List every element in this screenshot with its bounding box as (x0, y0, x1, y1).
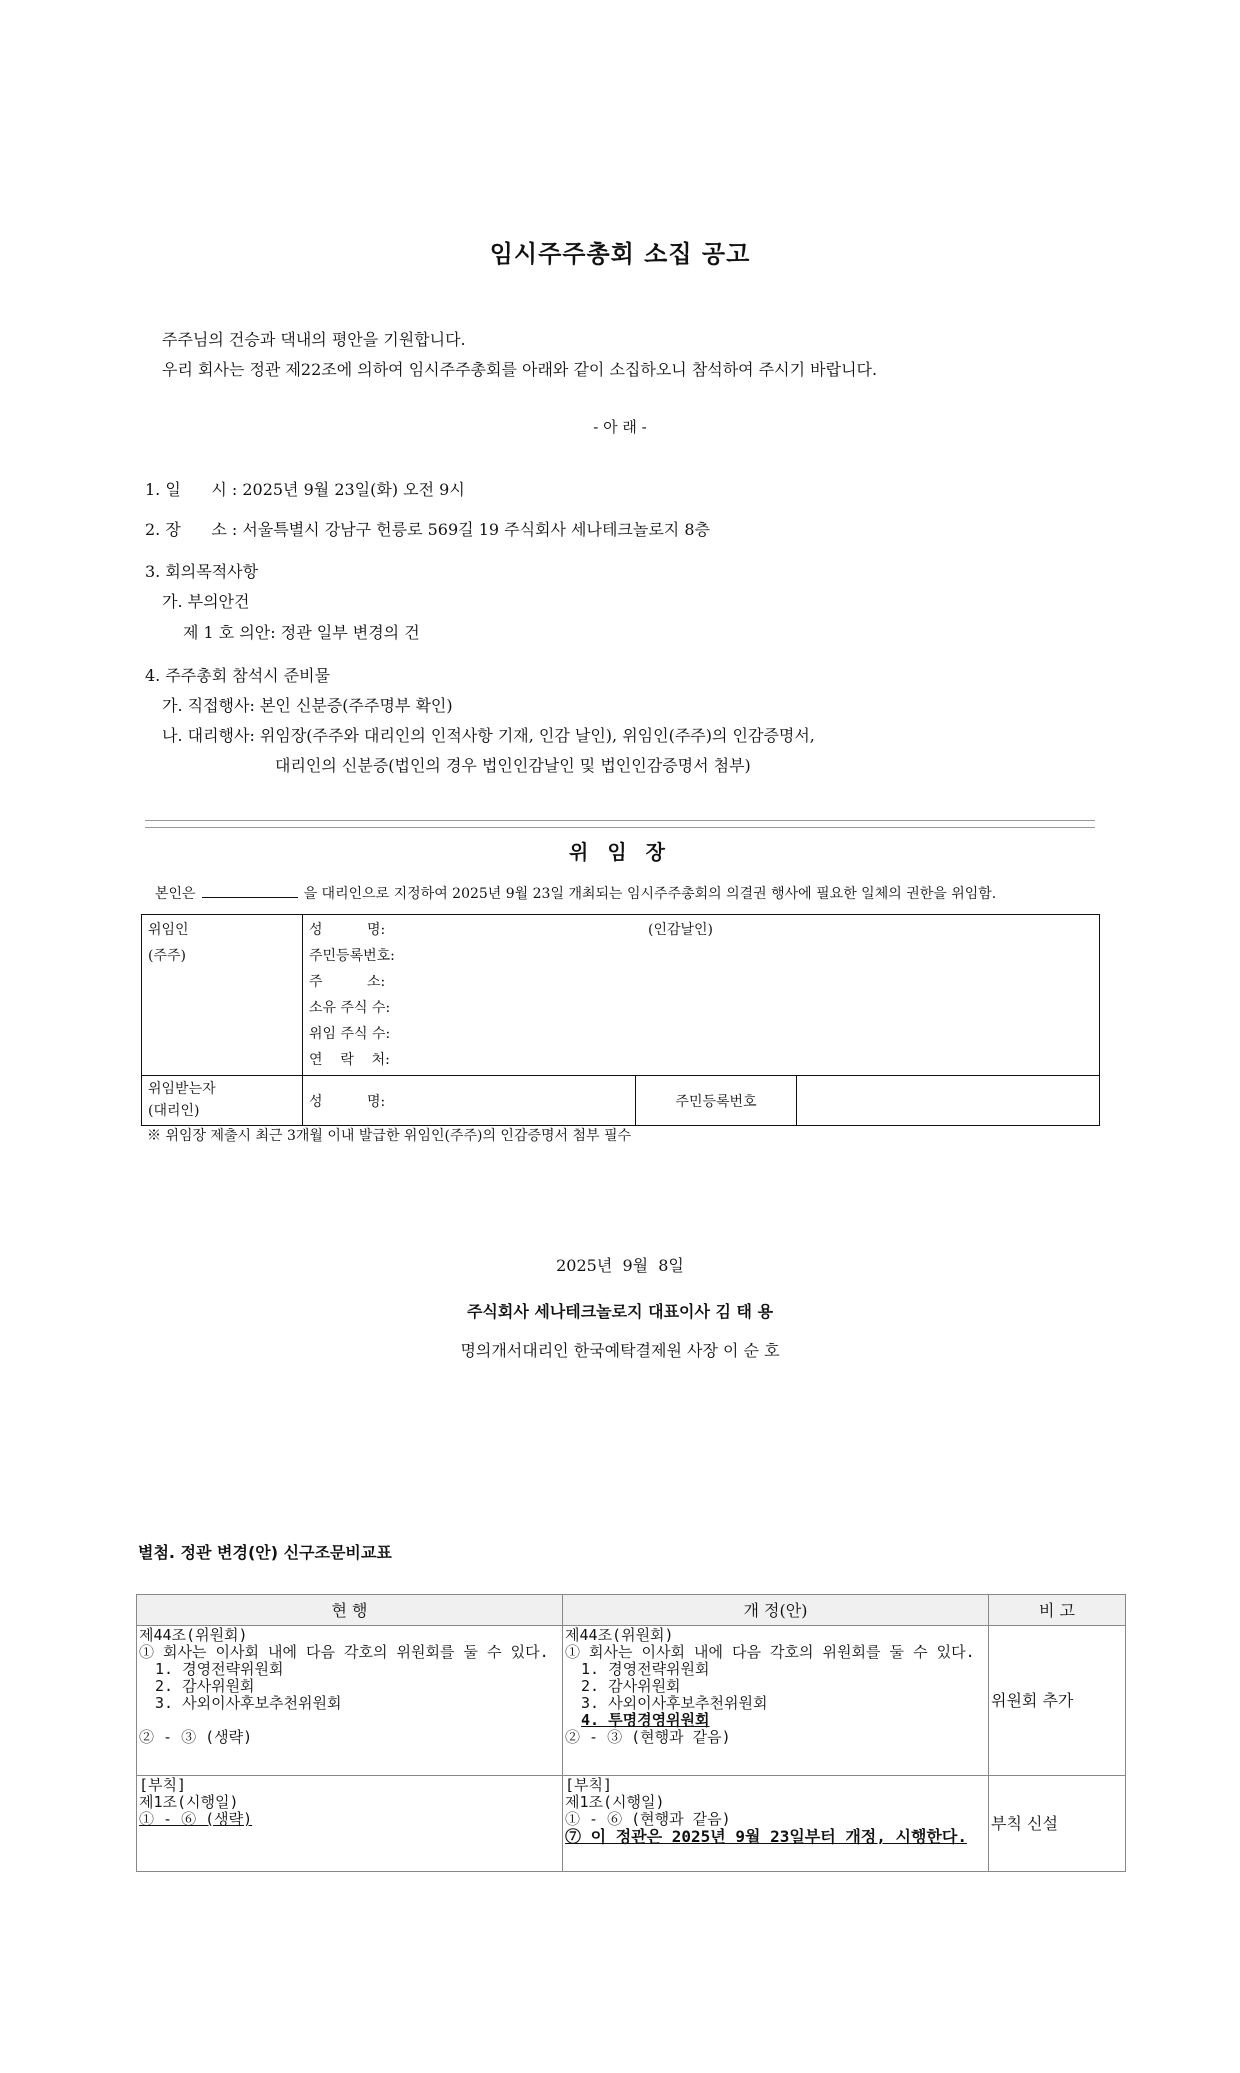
proposed-addenda (563, 1776, 989, 1872)
grantor-label-cell (142, 915, 303, 1076)
agent-id-label: 주민등록번호 (636, 1076, 797, 1126)
ceo-signature: 주식회사 세나테크놀로지 대표이사 김 태 용 (466, 1302, 774, 1321)
header-current: 현 행 (137, 1595, 563, 1626)
notice-date: 2025년 9월 8일 (556, 1256, 684, 1275)
delegated-shares-field[interactable]: 위임 주식 수: (309, 1026, 391, 1042)
prep-heading: 4. 주주총회 참석시 준비물 (145, 666, 331, 685)
meeting-place: 2. 장 소 : 서울특별시 강남구 헌릉로 569길 19 주식회사 세나테크놀로지 8층 (145, 520, 710, 539)
proxy-note: ※ 위임장 제출시 최근 3개월 이내 발급한 위임인(주주)의 인감증명서 첨부 필수 (147, 1128, 632, 1144)
grantor-fields-cell[interactable] (303, 915, 1100, 1076)
agenda-item: 제 1 호 의안: 정관 일부 변경의 건 (183, 623, 420, 642)
delegate-prefix: 본인은 (155, 886, 196, 902)
transfer-agent-signature: 명의개서대리인 한국예탁결제원 사장 이 순 호 (460, 1341, 780, 1360)
delegate-suffix: 을 대리인으로 지정하여 2025년 9월 23일 개최되는 임시주주총회의 의결권 행사에 필요한 일체의 권한을 위임함. (303, 886, 997, 902)
grantor-id-field[interactable]: 주민등록번호: (309, 948, 395, 964)
grantor-address-field[interactable]: 주 소: (309, 974, 386, 990)
proposed-article-44 (563, 1626, 989, 1776)
proposed-addenda-head: [부칙] (565, 1776, 613, 1794)
current-44-tail: ② - ③ (생략) (139, 1728, 253, 1746)
grantor-name-field[interactable]: 성 명: (309, 922, 386, 938)
agent-label-cell (142, 1076, 303, 1126)
proposed-44-p1: ① 회사는 이사회 내에 다음 각호의 위원회를 둘 수 있다. (565, 1643, 975, 1661)
proxy-form-table (141, 914, 1100, 1126)
agent-name-blank[interactable] (202, 885, 298, 898)
current-addenda-head: [부칙] (139, 1776, 187, 1794)
delegate-statement (155, 883, 996, 903)
page-title: 임시주주총회 소집 공고 (489, 240, 751, 268)
current-article-44 (137, 1626, 563, 1776)
contact-field[interactable]: 연 락 처: (309, 1052, 390, 1068)
proposed-addenda-art: 제1조(시행일) (565, 1793, 665, 1811)
notice-heading: - 아 래 - (593, 418, 647, 436)
seal-label: (인감날인) (648, 922, 714, 938)
articles-comparison-table (136, 1594, 1126, 1872)
agent-id-field[interactable] (797, 1076, 1100, 1126)
agent-sublabel: (대리인) (148, 1103, 200, 1119)
current-44-i3: 3. 사외이사후보추천위원회 (155, 1694, 342, 1712)
current-44-i2: 2. 감사위원회 (155, 1677, 255, 1695)
header-proposed: 개 정(안) (563, 1595, 989, 1626)
current-addenda (137, 1776, 563, 1872)
current-44-p1: ① 회사는 이사회 내에 다음 각호의 위원회를 둘 수 있다. (139, 1643, 549, 1661)
proposed-44-i4-new: 4. 투명경영위원회 (581, 1711, 710, 1729)
proposed-addenda-same: ① - ⑥ (현행과 같음) (565, 1810, 731, 1828)
current-addenda-art: 제1조(시행일) (139, 1793, 239, 1811)
section-divider (145, 820, 1095, 828)
agent-name-field[interactable]: 성 명: (303, 1076, 636, 1126)
prep-direct: 가. 직접행사: 본인 신분증(주주명부 확인) (162, 696, 453, 715)
proposed-44-tail: ② - ③ (현행과 같음) (565, 1728, 731, 1746)
agenda-sub: 가. 부의안건 (162, 592, 250, 611)
annex-title: 별첨. 정관 변경(안) 신구조문비교표 (138, 1543, 392, 1562)
intro-line-2: 우리 회사는 정관 제22조에 의하여 임시주주총회를 아래와 같이 소집하오니 참석하여 주시기 바랍니다. (162, 360, 878, 379)
prep-proxy-cont: 대리인의 신분증(법인의 경우 법인인감날인 및 법인인감증명서 첨부) (275, 756, 751, 775)
current-44-i1: 1. 경영전략위원회 (155, 1660, 284, 1678)
owned-shares-field[interactable]: 소유 주식 수: (309, 1000, 391, 1016)
proposed-44-head: 제44조(위원회) (565, 1626, 674, 1644)
agenda-heading: 3. 회의목적사항 (145, 562, 259, 581)
proposed-addenda-new: ⑦ 이 정관은 2025년 9월 23일부터 개정, 시행한다. (565, 1827, 967, 1846)
meeting-date: 1. 일 시 : 2025년 9월 23일(화) 오전 9시 (145, 480, 465, 499)
remark-row-1: 위원회 추가 (989, 1626, 1126, 1776)
proposed-44-i3: 3. 사외이사후보추천위원회 (581, 1694, 768, 1712)
intro-line-1: 주주님의 건승과 댁내의 평안을 기원합니다. (162, 330, 466, 349)
proxy-title: 위 임 장 (569, 840, 671, 864)
grantor-sublabel: (주주) (148, 948, 186, 964)
remark-row-2: 부칙 신설 (989, 1776, 1126, 1872)
header-remark: 비 고 (989, 1595, 1126, 1626)
current-addenda-tail: ① - ⑥ (생략) (139, 1810, 253, 1828)
current-44-head: 제44조(위원회) (139, 1626, 248, 1644)
proposed-44-i1: 1. 경영전략위원회 (581, 1660, 710, 1678)
proposed-44-i2: 2. 감사위원회 (581, 1677, 681, 1695)
agent-label: 위임받는자 (148, 1081, 216, 1097)
prep-proxy: 나. 대리행사: 위임장(주주와 대리인의 인적사항 기재, 인감 날인), 위임인(주주)의 인감증명서, (162, 726, 815, 745)
grantor-label: 위임인 (148, 922, 189, 938)
